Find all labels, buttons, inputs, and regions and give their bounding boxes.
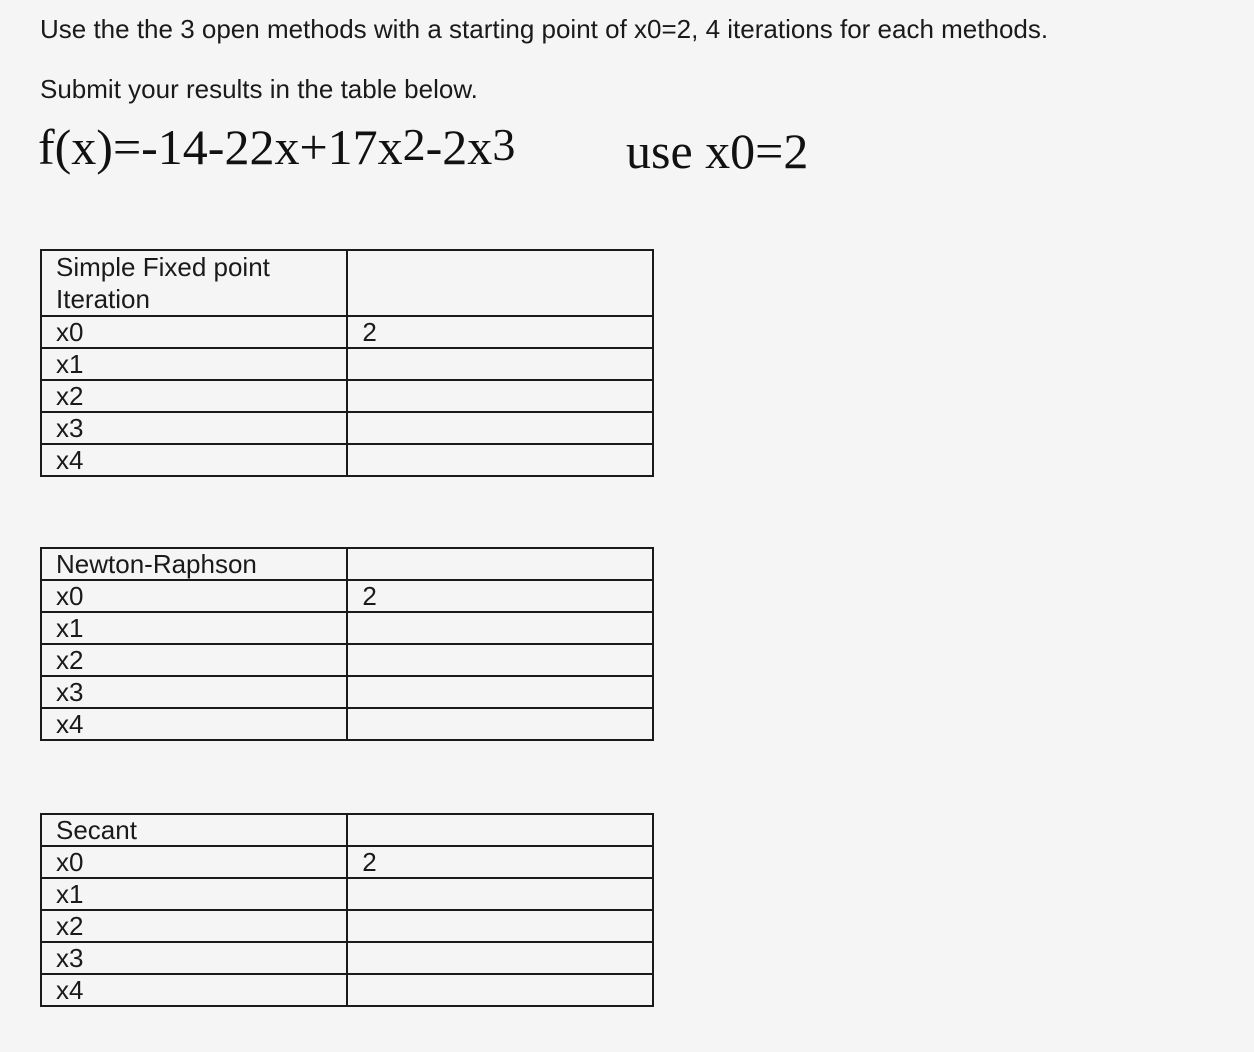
method-title-cell: Newton-Raphson — [41, 548, 347, 580]
table-row — [41, 644, 653, 676]
header-value-cell[interactable] — [347, 250, 653, 316]
iteration-label: x4 — [41, 708, 347, 740]
iteration-label: x3 — [41, 412, 347, 444]
function-formula — [38, 118, 515, 176]
iteration-value[interactable] — [347, 708, 653, 740]
table-row — [41, 974, 653, 1006]
iteration-value[interactable]: 2 — [347, 316, 653, 348]
table-row — [41, 910, 653, 942]
formula-lhs: f(x)=-14-22x+17x — [38, 119, 403, 175]
iteration-value[interactable] — [347, 878, 653, 910]
table-row — [41, 846, 653, 878]
table-row — [41, 878, 653, 910]
iteration-label: x1 — [41, 612, 347, 644]
formula-exponent-2: 2 — [402, 119, 426, 170]
table-row — [41, 580, 653, 612]
table-header-row — [41, 548, 653, 580]
iteration-value[interactable] — [347, 444, 653, 476]
table-row — [41, 612, 653, 644]
fixed-point-table — [40, 249, 654, 477]
iteration-label: x3 — [41, 942, 347, 974]
iteration-value[interactable] — [347, 644, 653, 676]
table-row — [41, 676, 653, 708]
iteration-value[interactable] — [347, 412, 653, 444]
formula-mid: -2x — [425, 119, 493, 175]
table-row — [41, 316, 653, 348]
table-row — [41, 444, 653, 476]
table-row — [41, 942, 653, 974]
method-title-cell: Secant — [41, 814, 347, 846]
formula-exponent-3: 3 — [492, 119, 516, 170]
table-row — [41, 412, 653, 444]
secant-table — [40, 813, 654, 1007]
table-header-row — [41, 814, 653, 846]
iteration-label: x3 — [41, 676, 347, 708]
iteration-value[interactable]: 2 — [347, 580, 653, 612]
iteration-value[interactable] — [347, 612, 653, 644]
iteration-label: x1 — [41, 878, 347, 910]
iteration-value[interactable] — [347, 974, 653, 1006]
iteration-label: x0 — [41, 316, 347, 348]
table-row — [41, 708, 653, 740]
method-title-cell: Simple Fixed point Iteration — [41, 250, 347, 316]
table-row — [41, 380, 653, 412]
iteration-value[interactable] — [347, 380, 653, 412]
iteration-label: x4 — [41, 974, 347, 1006]
submit-note: Submit your results in the table below. — [40, 74, 478, 104]
iteration-label: x2 — [41, 910, 347, 942]
table-row — [41, 348, 653, 380]
iteration-value[interactable] — [347, 910, 653, 942]
iteration-value[interactable]: 2 — [347, 846, 653, 878]
header-value-cell[interactable] — [347, 548, 653, 580]
iteration-label: x4 — [41, 444, 347, 476]
iteration-label: x0 — [41, 846, 347, 878]
iteration-label: x2 — [41, 644, 347, 676]
newton-raphson-table — [40, 547, 654, 741]
iteration-value[interactable] — [347, 676, 653, 708]
table-header-row — [41, 250, 653, 316]
iteration-label: x1 — [41, 348, 347, 380]
iteration-label: x2 — [41, 380, 347, 412]
iteration-label: x0 — [41, 580, 347, 612]
starting-point-note: use x0=2 — [626, 123, 809, 179]
instruction-text: Use the the 3 open methods with a starting point of x0=2, 4 iterations for each methods. — [40, 14, 1049, 44]
iteration-value[interactable] — [347, 348, 653, 380]
header-value-cell[interactable] — [347, 814, 653, 846]
iteration-value[interactable] — [347, 942, 653, 974]
